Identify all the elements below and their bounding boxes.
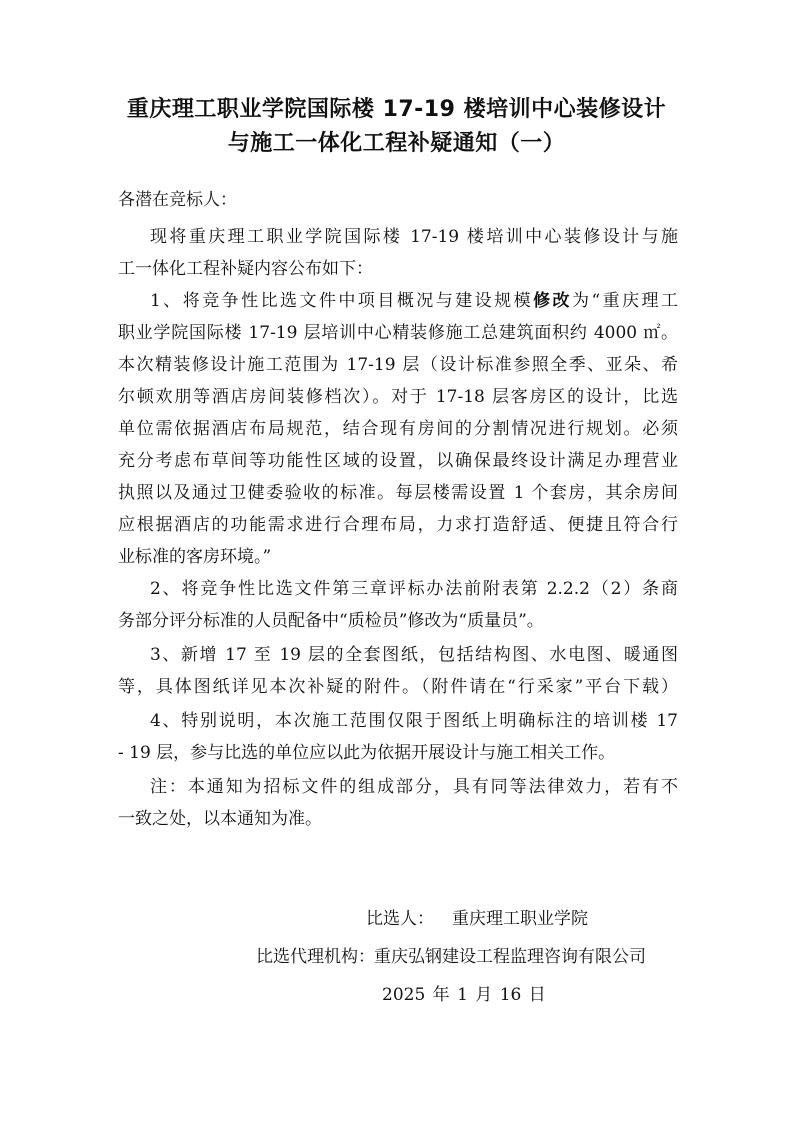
signature-date: 2025 年 1 月 16 日	[382, 985, 546, 1005]
note-line-2: 一致之处，以本通知为准。	[118, 809, 322, 829]
item-1-line-3: 本次精装修设计施工范围为 17-19 层（设计标准参照全季、亚朵、希	[118, 355, 678, 375]
item-1-line-1	[150, 288, 678, 314]
item-1-line-9: 业标准的客房环境。”	[118, 547, 272, 567]
agency-name: 重庆弘钢建设工程监理咨询有限公司	[374, 947, 646, 967]
item-3-line-1: 3、新增 17 至 19 层的全套图纸，包括结构图、水电图、暖通图	[150, 645, 678, 665]
item-1-line-5: 单位需依据酒店布局规范，结合现有房间的分割情况进行规划。必须	[118, 419, 678, 439]
item-2-line-1: 2、将竞争性比选文件第三章评标办法前附表第 2.2.2（2）条商	[150, 579, 678, 599]
item-2-line-2: 务部分评分标准的人员配备中“质检员”修改为“质量员”。	[118, 611, 544, 631]
item-1-bold-text: 修改	[533, 291, 572, 311]
selector-label: 比选人：	[366, 909, 434, 929]
selector-name: 重庆理工职业学院	[452, 909, 588, 929]
item-1-line-8: 应根据酒店的功能需求进行合理布局，力求打造舒适、便捷且符合行	[118, 515, 678, 535]
intro-line-1: 现将重庆理工职业学院国际楼 17-19 楼培训中心装修设计与施	[150, 227, 678, 247]
document-title-line-2: 与施工一体化工程补疑通知（一）	[227, 131, 566, 156]
item-1-line-7: 执照以及通过卫健委验收的标准。每层楼需设置 1 个套房，其余房间	[118, 483, 678, 503]
item-1-line-2: 职业学院国际楼 17-19 层培训中心精装修施工总建筑面积约 4000 ㎡。	[118, 323, 678, 343]
item-1-text-b: 为“重庆理工	[572, 291, 679, 311]
salutation: 各潜在竞标人：	[118, 190, 237, 210]
note-line-1: 注：本通知为招标文件的组成部分，具有同等法律效力，若有不	[150, 777, 678, 797]
agency-label: 比选代理机构：	[256, 947, 375, 967]
item-1-text-a: 1、将竞争性比选文件中项目概况与建设规模	[150, 291, 534, 311]
item-4-line-2: - 19 层，参与比选的单位应以此为依据开展设计与施工相关工作。	[118, 743, 616, 763]
document-title-line-1: 重庆理工职业学院国际楼 17-19 楼培训中心装修设计	[126, 97, 667, 122]
intro-line-2: 工一体化工程补疑内容公布如下：	[118, 259, 373, 279]
item-1-line-6: 充分考虑布草间等功能性区域的设置，以确保最终设计满足办理营业	[118, 451, 678, 471]
item-3-line-2: 等，具体图纸详见本次补疑的附件。（附件请在“行采家”平台下载）	[118, 677, 678, 697]
item-1-line-4: 尔顿欢朋等酒店房间装修档次）。对于 17-18 层客房区的设计，比选	[118, 387, 678, 407]
item-4-line-1: 4、特别说明，本次施工范围仅限于图纸上明确标注的培训楼 17	[150, 711, 678, 731]
